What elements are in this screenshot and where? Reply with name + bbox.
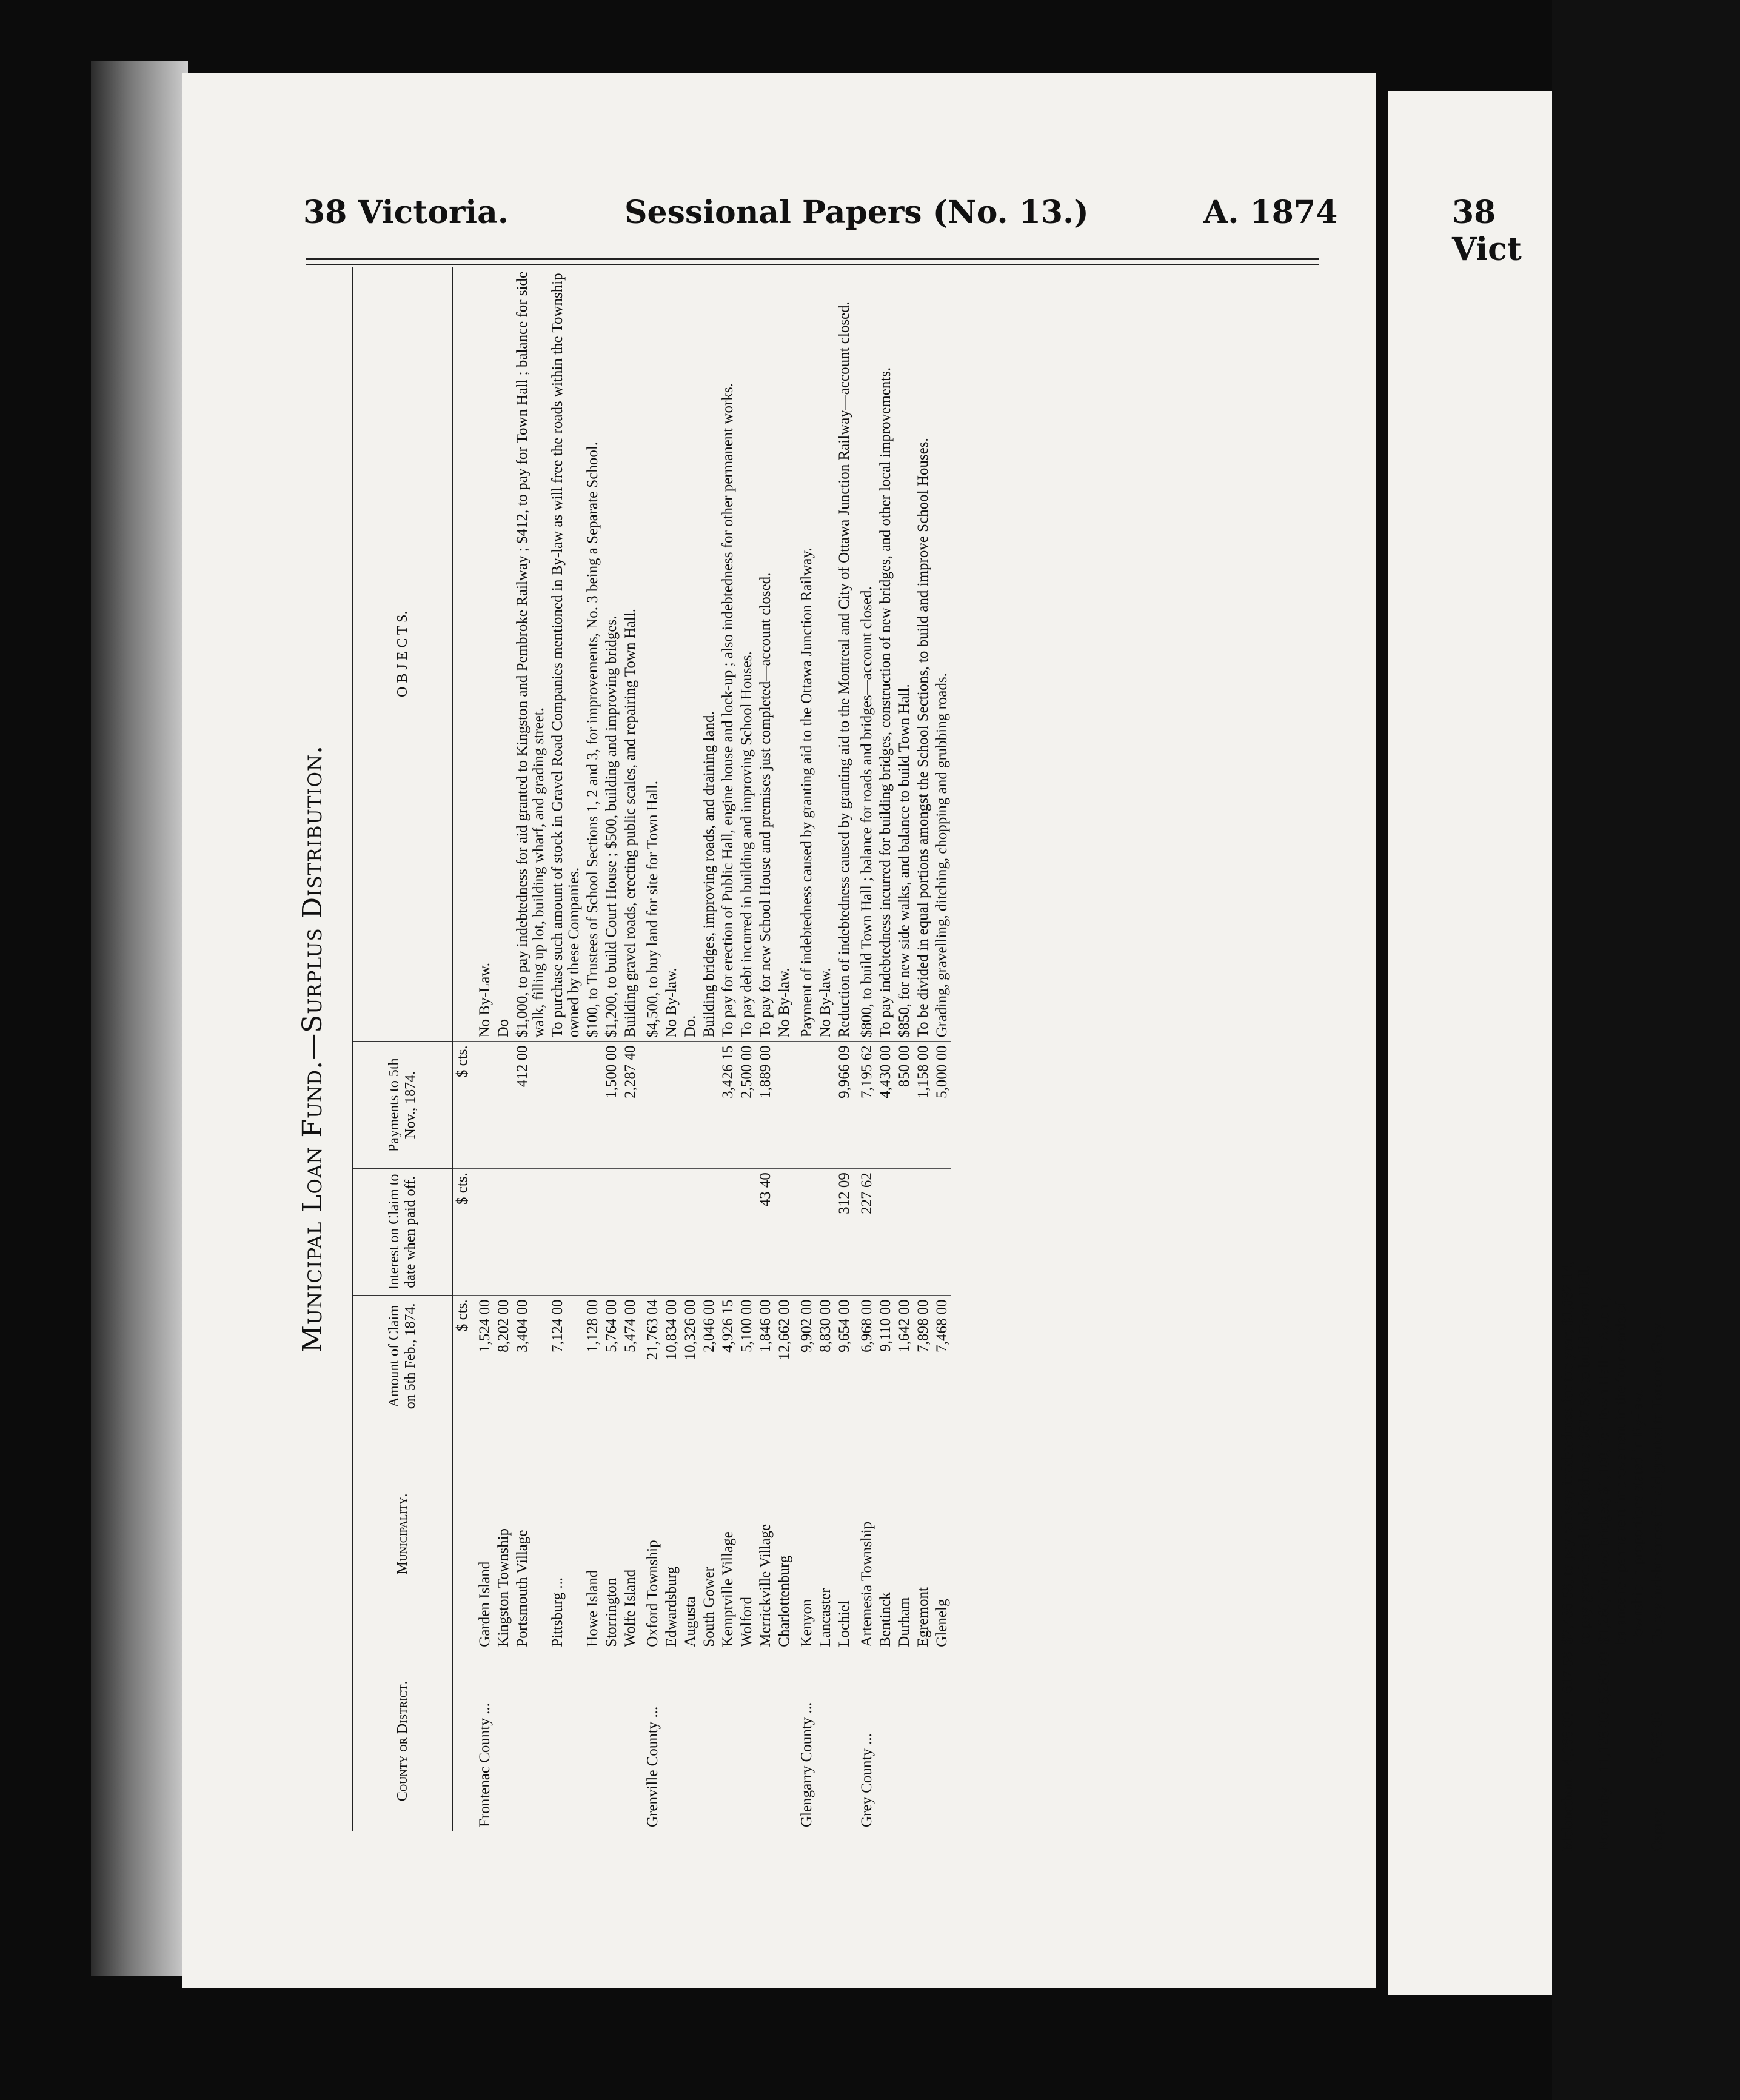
table-row <box>737 267 756 1831</box>
municipality-cell: Charlottenburg <box>775 1417 794 1651</box>
amount-cell: 8,830 00 <box>816 1296 835 1417</box>
interest-cell: 227 62 <box>854 1169 876 1296</box>
objects-cell: $850, for new side walks, and balance to build Town Hall. <box>895 267 914 1042</box>
county-cell <box>895 1651 914 1831</box>
amount-cell: 1,524 00 <box>472 1296 494 1417</box>
table-row <box>621 267 640 1831</box>
municipality-cell: Wolford <box>737 1417 756 1651</box>
amount-cell: 7,124 00 <box>548 1296 583 1417</box>
payments-cell: 617 58 <box>1559 1651 1576 1693</box>
objects-cell: Do. <box>681 267 700 1042</box>
interest-cell <box>775 1169 794 1296</box>
payments-cell: 9,966 09 <box>835 1042 854 1169</box>
municipality-cell: Normanby <box>1596 1787 1612 1851</box>
interest-cell <box>914 1169 932 1296</box>
units-row <box>452 267 472 1831</box>
interest-cell <box>700 1169 718 1296</box>
table-header-row <box>353 267 453 1831</box>
payments-cell: 2,500 00 <box>737 1042 756 1169</box>
county-cell <box>662 1651 681 1831</box>
interest-cell <box>895 1169 914 1296</box>
table-row <box>494 267 513 1831</box>
interest-cell <box>640 1169 662 1296</box>
payments-cell: 1,889 00 <box>756 1042 775 1169</box>
payments-cell: 5,260 00 <box>1596 1651 1612 1705</box>
table-row <box>794 267 816 1831</box>
payments-cell <box>681 1042 700 1169</box>
units-blank <box>452 1651 472 1831</box>
municipality-cell: Wolfe Island <box>621 1417 640 1651</box>
amount-cell: 4,926 15 <box>718 1296 737 1417</box>
municipality-cell: Pittsburg ... <box>548 1417 583 1651</box>
county-cell <box>737 1651 756 1831</box>
payments-cell: 5,000 00 <box>932 1042 951 1169</box>
payments-cell <box>472 1042 494 1169</box>
table-row <box>681 267 700 1831</box>
municipality-cell: Durham <box>895 1417 914 1651</box>
objects-cell: $2,436 58, to pay railway indebtedness for the year; $1,032 14, to pay gravel road indebtedness ; $617 58, to build Town Hall. <box>1559 1261 1593 1644</box>
loan-fund-table <box>352 267 951 1831</box>
municipality-cell: Merrickville Village <box>756 1417 775 1651</box>
county-cell: Glengarry County ... <box>798 1702 815 1827</box>
payments-cell <box>775 1042 794 1169</box>
table-body <box>472 267 951 1831</box>
amount-cell: 1,128 00 <box>583 1296 602 1417</box>
amount-cell: 21,763 04 <box>640 1296 662 1417</box>
header-payments: Payments to 5th Nov., 1874. <box>353 1042 453 1169</box>
payments-cell <box>794 1042 816 1169</box>
objects-cell: No By-law. <box>662 267 681 1042</box>
payments-cell <box>640 1042 662 1169</box>
municipality-cell: Augusta <box>681 1417 700 1651</box>
units-interest: $ cts. <box>452 1169 472 1296</box>
payments-cell <box>1648 1648 1667 1708</box>
amount-cell: 9,654 00 <box>835 1296 854 1417</box>
payments-cell <box>548 1042 583 1169</box>
objects-cell: $1,200, to build Court House ; $500, building and improving bridges. <box>602 267 621 1042</box>
municipality-cell: Artemesia Township <box>854 1417 876 1651</box>
interest-cell <box>621 1169 640 1296</box>
header-rule <box>306 258 1319 260</box>
objects-cell: To be divided in equal portions amongst the School Sections, to build and improve School Houses. <box>914 267 932 1042</box>
interest-cell <box>718 1169 737 1296</box>
objects-cell: No By-law. <box>816 267 835 1042</box>
amount-cell: 11,126 00 <box>1596 1711 1612 1772</box>
table-row <box>932 267 951 1831</box>
interest-cell <box>681 1169 700 1296</box>
table-title: Municipal Loan Fund.—Surplus Distribution. <box>297 744 328 1353</box>
next-page-row <box>1648 1249 1667 1855</box>
table-row <box>662 267 681 1831</box>
objects-cell: Reduction of indebtedness caused by granting aid to the Montreal and City of Ottawa Junction Railway—account closed. <box>835 267 854 1042</box>
municipality-cell: Lancaster <box>816 1417 835 1651</box>
county-cell: Grenville County ... <box>644 1706 661 1827</box>
county-cell <box>602 1651 621 1831</box>
amount-cell: 6,066 00 <box>1649 1711 1665 1765</box>
amount-cell: 7,468 00 <box>932 1296 951 1417</box>
next-page-table <box>1558 1261 1740 1855</box>
municipality-cell: Glenelg <box>932 1417 951 1651</box>
amount-cell: 1,642 00 <box>895 1296 914 1417</box>
municipality-cell: Storrington <box>602 1417 621 1651</box>
amount-cell: 5,764 00 <box>602 1296 621 1417</box>
header-rule-thin <box>306 264 1319 265</box>
amount-cell: 7,898 00 <box>914 1296 932 1417</box>
next-page-edge <box>1388 91 1552 1995</box>
table-row <box>718 267 737 1831</box>
interest-cell <box>932 1169 951 1296</box>
interest-cell <box>662 1169 681 1296</box>
objects-cell: Building gravel roads, erecting public scales, and repairing Town Hall. <box>621 267 640 1042</box>
page-gutter <box>91 61 188 1976</box>
objects-cell: No By-Law. <box>472 267 494 1042</box>
objects-cell: To pay debt incurred in building and improving School Houses. <box>737 267 756 1042</box>
amount-cell: 4,086 00 <box>1559 1711 1576 1765</box>
amount-cell: 9,902 00 <box>794 1296 816 1417</box>
table-row <box>835 267 854 1831</box>
payments-cell <box>583 1042 602 1169</box>
amount-cell: 8,202 00 <box>494 1296 513 1417</box>
next-page-header: 38 Vict <box>1452 194 1522 268</box>
amount-cell: 5,474 00 <box>621 1296 640 1417</box>
county-cell <box>681 1651 700 1831</box>
units-amount: $ cts. <box>452 1296 472 1417</box>
municipality-cell: Oxford Township <box>640 1417 662 1651</box>
interest-cell: 43 40 <box>756 1169 775 1296</box>
municipality-cell: Lochiel <box>835 1417 854 1651</box>
interest-cell <box>816 1169 835 1296</box>
municipality-cell: South Gower <box>700 1417 718 1651</box>
interest-cell <box>472 1169 494 1296</box>
amount-cell: 10,326 00 <box>681 1296 700 1417</box>
amount-cell: 3,404 00 <box>513 1296 548 1417</box>
payments-cell <box>662 1042 681 1169</box>
county-cell: Frontenac County ... <box>477 1703 493 1827</box>
amount-cell: 12,662 00 <box>775 1296 794 1417</box>
interest-cell: 312 09 <box>835 1169 854 1296</box>
county-cell <box>756 1651 775 1831</box>
interest-cell <box>494 1169 513 1296</box>
table-row <box>700 267 718 1831</box>
rotated-table-container <box>297 267 1328 1831</box>
county-cell <box>876 1651 895 1831</box>
payments-cell <box>700 1042 718 1169</box>
objects-cell: $1,000, to pay indebtedness for aid granted to Kingston and Pembroke Railway ; $412, to pay for Town Hall ; balance for side walk, filling up lot, building wharf, and grading street. <box>513 267 548 1042</box>
next-page-body <box>1558 1249 1667 1855</box>
objects-cell: Payment of indebtedness caused by granting aid to the Ottawa Junction Railway. <box>794 267 816 1042</box>
payments-cell: 412 00 <box>513 1042 548 1169</box>
header-title: Sessional Papers (No. 13.) <box>624 194 1089 231</box>
payments-cell: 1,158 00 <box>914 1042 932 1169</box>
municipality-cell: Egremont <box>914 1417 932 1651</box>
municipality-cell: Bentinck <box>876 1417 895 1651</box>
payments-cell <box>816 1042 835 1169</box>
objects-cell: Building bridges, improving roads, and draining land. <box>700 267 718 1042</box>
header-municipality: Municipality. <box>353 1417 453 1651</box>
header-amount: Amount of Claim on 5th Feb., 1874. <box>353 1296 453 1417</box>
objects-cell: $1,260, for two bridges; $1,100, for Town Hall in Ayton ; balance for permanent improvement in the four wards of Township in proportions stated in By-law. <box>1596 1296 1646 1644</box>
units-payments: $ cts. <box>452 1042 472 1169</box>
payments-cell: 4,430 00 <box>876 1042 895 1169</box>
amount-cell: 9,110 00 <box>876 1296 895 1417</box>
municipality-cell: Kemptville Village <box>718 1417 737 1651</box>
header-year: A. 1874 <box>1203 194 1338 231</box>
amount-cell: 5,100 00 <box>737 1296 756 1417</box>
next-page-row <box>1558 1249 1594 1855</box>
units-blank <box>452 267 472 1042</box>
interest-cell <box>737 1169 756 1296</box>
objects-cell: $800, to build Town Hall ; balance for roads and bridges—account closed. <box>854 267 876 1042</box>
payments-cell: 850 00 <box>895 1042 914 1169</box>
county-cell <box>513 1651 548 1831</box>
county-cell <box>494 1651 513 1831</box>
municipality-cell: Kenyon <box>794 1417 816 1651</box>
amount-cell: 1,846 00 <box>756 1296 775 1417</box>
county-cell <box>932 1651 951 1831</box>
table-row <box>640 267 662 1831</box>
amount-cell: 2,046 00 <box>700 1296 718 1417</box>
municipality-cell: Portsmouth Village <box>513 1417 548 1651</box>
interest-cell <box>876 1169 895 1296</box>
payments-cell: 7,195 62 <box>854 1042 876 1169</box>
interest-cell <box>513 1169 548 1296</box>
county-cell <box>914 1651 932 1831</box>
municipality-cell: Edwardsburg <box>662 1417 681 1651</box>
header-county: County or District. <box>353 1651 453 1831</box>
amount-cell: 10,834 00 <box>662 1296 681 1417</box>
table-row <box>472 267 494 1831</box>
objects-cell: $100, to Trustees of School Sections 1, 2 and 3, for improvements, No. 3 being a Separate School. <box>583 267 602 1042</box>
table-row <box>513 267 548 1831</box>
objects-cell: $4,500, to buy land for site for Town Hall. <box>640 267 662 1042</box>
municipality-cell: Howe Island <box>583 1417 602 1651</box>
county-cell <box>548 1651 583 1831</box>
county-cell <box>816 1651 835 1831</box>
objects-cell: Grading, gravelling, ditching, chopping and grubbing roads. <box>932 267 951 1042</box>
table-row <box>914 267 932 1831</box>
municipality-cell: Osprey <box>1649 1807 1665 1851</box>
objects-cell: Do <box>494 267 513 1042</box>
table-row <box>854 267 876 1831</box>
table-row <box>602 267 621 1831</box>
table-row <box>775 267 794 1831</box>
payments-cell <box>494 1042 513 1169</box>
next-page-row <box>1594 1249 1648 1855</box>
payments-cell: 3,426 15 <box>718 1042 737 1169</box>
objects-cell: To pay indebtedness incurred for building bridges, construction of new bridges, and other local improvements. <box>876 267 895 1042</box>
header-session: 38 Victoria. <box>303 194 509 231</box>
objects-cell: To pay for new School House and premises just completed—account closed. <box>756 267 775 1042</box>
header-interest: Interest on Claim to date when paid off. <box>353 1169 453 1296</box>
municipality-cell: Kingston Township <box>494 1417 513 1651</box>
table-row <box>756 267 775 1831</box>
header-objects: O B J E C T S. <box>353 267 453 1042</box>
table-row <box>548 267 583 1831</box>
county-cell <box>700 1651 718 1831</box>
county-cell <box>621 1651 640 1831</box>
objects-cell: To pay for erection of Public Hall, engine house and lock-up ; also indebtedness for other permanent works. <box>718 267 737 1042</box>
table-row <box>583 267 602 1831</box>
county-cell <box>835 1651 854 1831</box>
objects-cell: To pay indebtedness for aid granted to Toronto, Grey ... <box>1649 1308 1665 1644</box>
objects-cell: To purchase such amount of stock in Gravel Road Companies mentioned in By-law as will free the roads within the Township owned by these Companies. <box>548 267 583 1042</box>
table-row <box>816 267 835 1831</box>
county-cell <box>583 1651 602 1831</box>
interest-cell <box>548 1169 583 1296</box>
county-cell: Grey County ... <box>858 1733 875 1827</box>
interest-cell <box>583 1169 602 1296</box>
payments-cell: 1,500 00 <box>602 1042 621 1169</box>
amount-cell: 6,968 00 <box>854 1296 876 1417</box>
interest-cell <box>602 1169 621 1296</box>
table-row <box>876 267 895 1831</box>
table-row <box>895 267 914 1831</box>
municipality-cell: Garden Island <box>472 1417 494 1651</box>
county-cell <box>775 1651 794 1831</box>
county-cell <box>718 1651 737 1831</box>
interest-cell <box>794 1169 816 1296</box>
next-page-rows <box>1558 1249 1667 1855</box>
municipality-cell: Melancthon <box>1559 1779 1576 1851</box>
objects-cell: No By-law. <box>775 267 794 1042</box>
units-blank <box>452 1417 472 1651</box>
payments-cell: 2,287 40 <box>621 1042 640 1169</box>
